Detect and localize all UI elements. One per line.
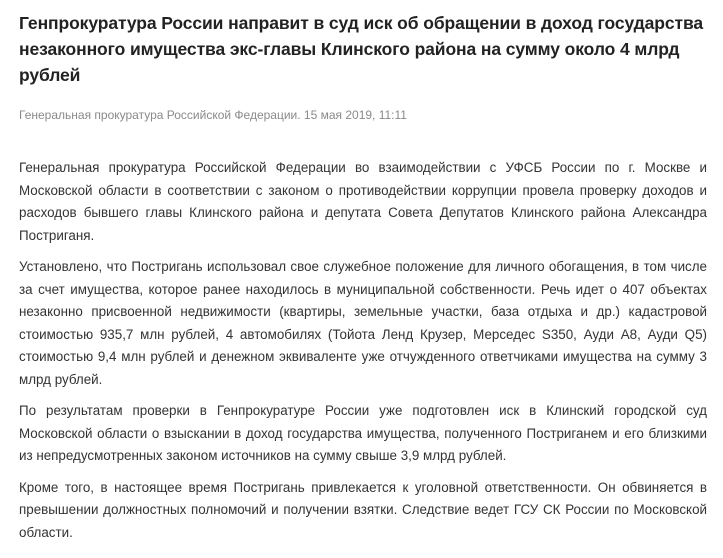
- article-paragraph: Генеральная прокуратура Российской Федерации во взаимодействии с УФСБ России по г. Москве и Московской области в соответствии с законом о противодействии коррупции провела проверку доходов и расходов бывшего главы Клинского района и депутата Совета Депутатов Клинского района Александра Постриганя.: [19, 160, 707, 243]
- article: [19, 0, 707, 553]
- article-paragraph: По результатам проверки в Генпрокуратуре России уже подготовлен иск в Клинский городской суд Московской области о взыскании в доход государства имущества, полученного Постриганем и его близкими из непредусмотренных законом источников на сумму свыше 3,9 млрд рублей.: [19, 403, 707, 463]
- article-paragraph: Установлено, что Постригань использовал свое служебное положение для личного обогащения, в том числе за счет имущества, которое ранее находилось в муниципальной собственности. Речь идет о 407 объектах незаконно присвоенной недвижимости (квартиры, земельные участки, база отдыха и др.) кадастровой стоимостью 935,7 млн рублей, 4 автомобилях (Тойота Ленд Крузер, Мерседес S350, Ауди А8, Ауди Q5) стоимостью 9,4 млн рублей и денежном эквиваленте уже отчужденного ответчиками имущества на сумму 3 млрд рублей.: [19, 259, 707, 387]
- article-title: Генпрокуратура России направит в суд иск об обращении в доход государства незаконного имущества экс-главы Клинского района на сумму около 4 млрд рублей: [19, 13, 704, 85]
- article-source-date: Генеральная прокуратура Российской Федерации. 15 мая 2019, 11:11: [19, 108, 407, 122]
- article-paragraph: Кроме того, в настоящее время Постригань привлекается к уголовной ответственности. Он обвиняется в превышении должностных полномочий и получении взятки. Следствие ведет ГСУ СК России по Московской области.: [19, 479, 707, 540]
- article-body: [19, 157, 707, 544]
